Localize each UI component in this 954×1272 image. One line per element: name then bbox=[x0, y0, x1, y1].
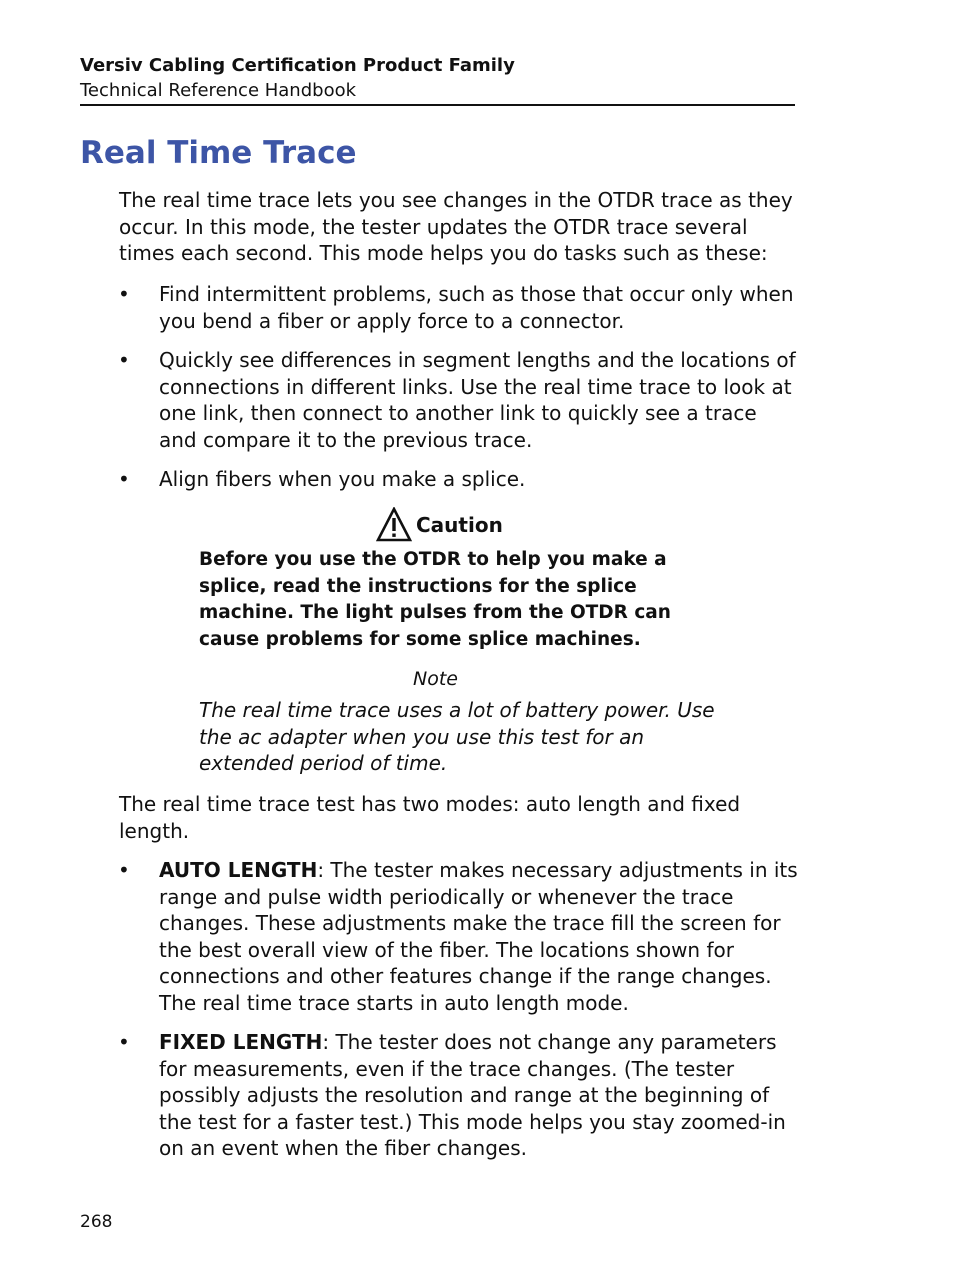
caution-heading bbox=[376, 506, 503, 544]
page-number: 268 bbox=[80, 1212, 113, 1232]
mode-description: : The tester makes necessary adjustments in its range and pulse width periodically or whenever the trace changes. These adjustments make the trace fill the screen for the best overall view of the fiber. The locations shown for connections and other features change if the range changes. The real time trace starts in auto length mode. bbox=[159, 858, 798, 1015]
warning-triangle-icon bbox=[376, 507, 412, 543]
mode-term: FIXED LENGTH bbox=[159, 1030, 323, 1054]
bullet-marker: • bbox=[118, 1030, 130, 1054]
mode-item-auto bbox=[159, 857, 799, 1016]
task-item: Quickly see differences in segment lengths and the locations of connections in different links. Use the real time trace to look at one link, then connect to another link to quickly see a trace and compare it to the previous trace. bbox=[159, 348, 796, 452]
task-item: Find intermittent problems, such as those that occur only when you bend a fiber or apply force to a connector. bbox=[159, 282, 794, 333]
bullet-marker: • bbox=[118, 467, 130, 491]
bullet-marker: • bbox=[118, 858, 130, 882]
note-text: The real time trace uses a lot of battery power. Use the ac adapter when you use this test for an extended period of time. bbox=[199, 698, 715, 776]
bullet-marker: • bbox=[118, 348, 130, 372]
caution-label: Caution bbox=[416, 513, 503, 537]
page-title: Real Time Trace bbox=[80, 135, 357, 171]
header-subtitle: Technical Reference Handbook bbox=[80, 80, 357, 101]
note-label: Note bbox=[413, 668, 458, 690]
task-item: Align fibers when you make a splice. bbox=[159, 467, 526, 491]
intro-paragraph: The real time trace lets you see changes in the OTDR trace as they occur. In this mode, the tester updates the OTDR trace several times each second. This mode helps you do tasks such as these: bbox=[119, 188, 793, 265]
mode-description: : The tester does not change any parameters for measurements, even if the trace changes. (The tester possibly adjusts the resolution and range at the beginning of the test for a faster test.) This mode helps you stay zoomed-in on an event when the fiber changes. bbox=[159, 1030, 786, 1160]
mode-item-fixed bbox=[159, 1029, 799, 1162]
header-divider bbox=[80, 104, 795, 106]
mode-term: AUTO LENGTH bbox=[159, 858, 318, 882]
bullet-marker: • bbox=[118, 282, 130, 306]
caution-text: Before you use the OTDR to help you make a splice, read the instructions for the splice machine. The light pulses from the OTDR can cause problems for some splice machines. bbox=[199, 549, 671, 651]
modes-intro-paragraph: The real time trace test has two modes: auto length and fixed length. bbox=[119, 792, 741, 843]
header-title: Versiv Cabling Certification Product Family bbox=[80, 55, 515, 76]
